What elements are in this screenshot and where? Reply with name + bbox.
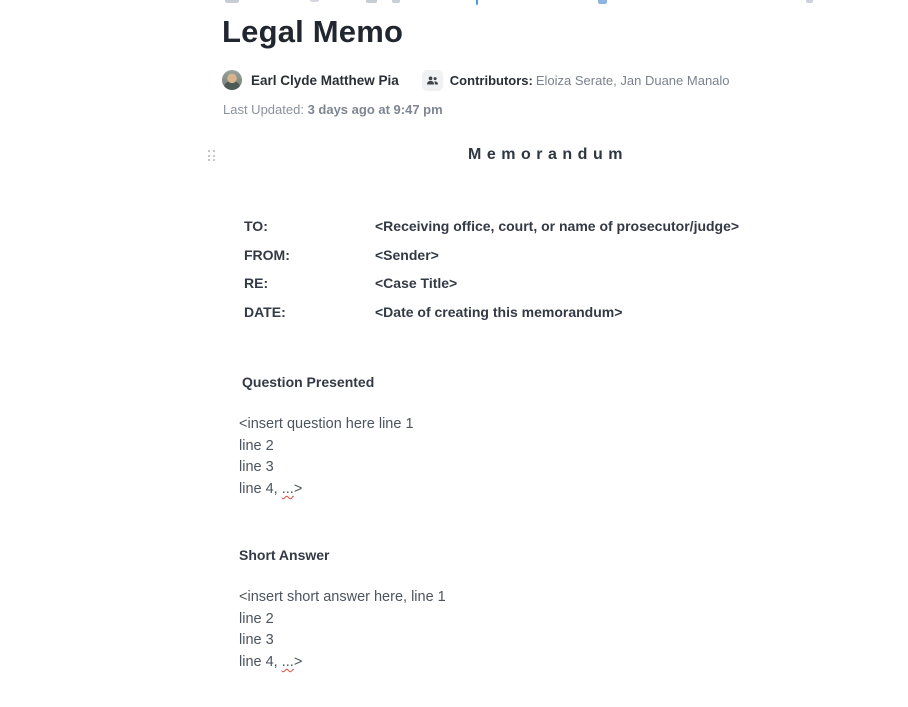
line-text: > — [293, 481, 303, 498]
field-label: FROM: — [244, 246, 290, 263]
field-label: TO: — [244, 218, 268, 234]
last-updated — [223, 101, 443, 118]
field-value: <Date of creating this memorandum> — [375, 304, 623, 321]
toolbar-fragment — [392, 0, 400, 3]
paragraph-line[interactable] — [239, 652, 446, 674]
field-value: <Case Title> — [375, 275, 458, 292]
paragraph-line[interactable]: <insert question here line 1 — [239, 416, 414, 432]
memo-field-row-to[interactable] — [244, 219, 739, 233]
memo-fields-block[interactable] — [244, 219, 739, 334]
misspelled-ellipsis: ... — [281, 654, 294, 671]
line-text: line 4, — [239, 481, 282, 498]
toolbar-fragment — [225, 0, 239, 3]
field-value: <Sender> — [375, 246, 439, 263]
memo-field-row-re[interactable] — [244, 276, 739, 290]
question-presented-heading[interactable]: Question Presented — [242, 374, 375, 390]
doc-meta-row — [222, 69, 730, 91]
paragraph-line[interactable]: line 2 — [239, 437, 274, 454]
short-answer-body[interactable] — [239, 587, 446, 674]
memo-field-row-from[interactable] — [244, 248, 739, 262]
memo-field-row-date[interactable] — [244, 305, 739, 319]
short-answer-heading[interactable]: Short Answer — [239, 547, 330, 563]
cutoff-toolbar — [0, 0, 908, 6]
paragraph-line[interactable] — [239, 479, 414, 501]
question-presented-body[interactable] — [239, 414, 414, 501]
doc-title[interactable]: Legal Memo — [222, 14, 404, 49]
field-value: <Receiving office, court, or name of prosecutor/judge> — [375, 218, 740, 234]
toolbar-fragment — [366, 0, 377, 3]
author-avatar[interactable] — [222, 70, 242, 90]
last-updated-label: Last Updated: — [223, 102, 308, 117]
toolbar-icon-fragment — [598, 0, 607, 4]
last-updated-value: 3 days ago at 9:47 pm — [307, 102, 443, 117]
field-label: DATE: — [244, 304, 286, 321]
paragraph-line[interactable]: line 2 — [239, 610, 274, 627]
author-name[interactable]: Earl Clyde Matthew Pia — [251, 72, 399, 88]
memo-heading[interactable]: Memorandum — [468, 146, 628, 163]
line-text: > — [293, 654, 303, 671]
paragraph-line[interactable]: line 3 — [239, 632, 274, 649]
paragraph-line[interactable]: <insert short answer here, line 1 — [239, 589, 446, 605]
paragraph-line[interactable]: line 3 — [239, 459, 274, 476]
drag-handle-icon[interactable] — [208, 150, 215, 161]
two-people-icon — [426, 74, 439, 87]
toolbar-fragment — [806, 0, 813, 3]
contributors-label: Contributors: — [449, 72, 533, 88]
toolbar-cursor-fragment — [476, 0, 478, 5]
contributors-names: Eloiza Serate, Jan Duane Manalo — [535, 72, 730, 88]
line-text: line 4, — [239, 654, 282, 671]
misspelled-ellipsis: ... — [281, 481, 294, 498]
field-label: RE: — [244, 275, 269, 292]
contributors-badge[interactable] — [422, 70, 443, 91]
toolbar-fragment — [310, 0, 319, 2]
